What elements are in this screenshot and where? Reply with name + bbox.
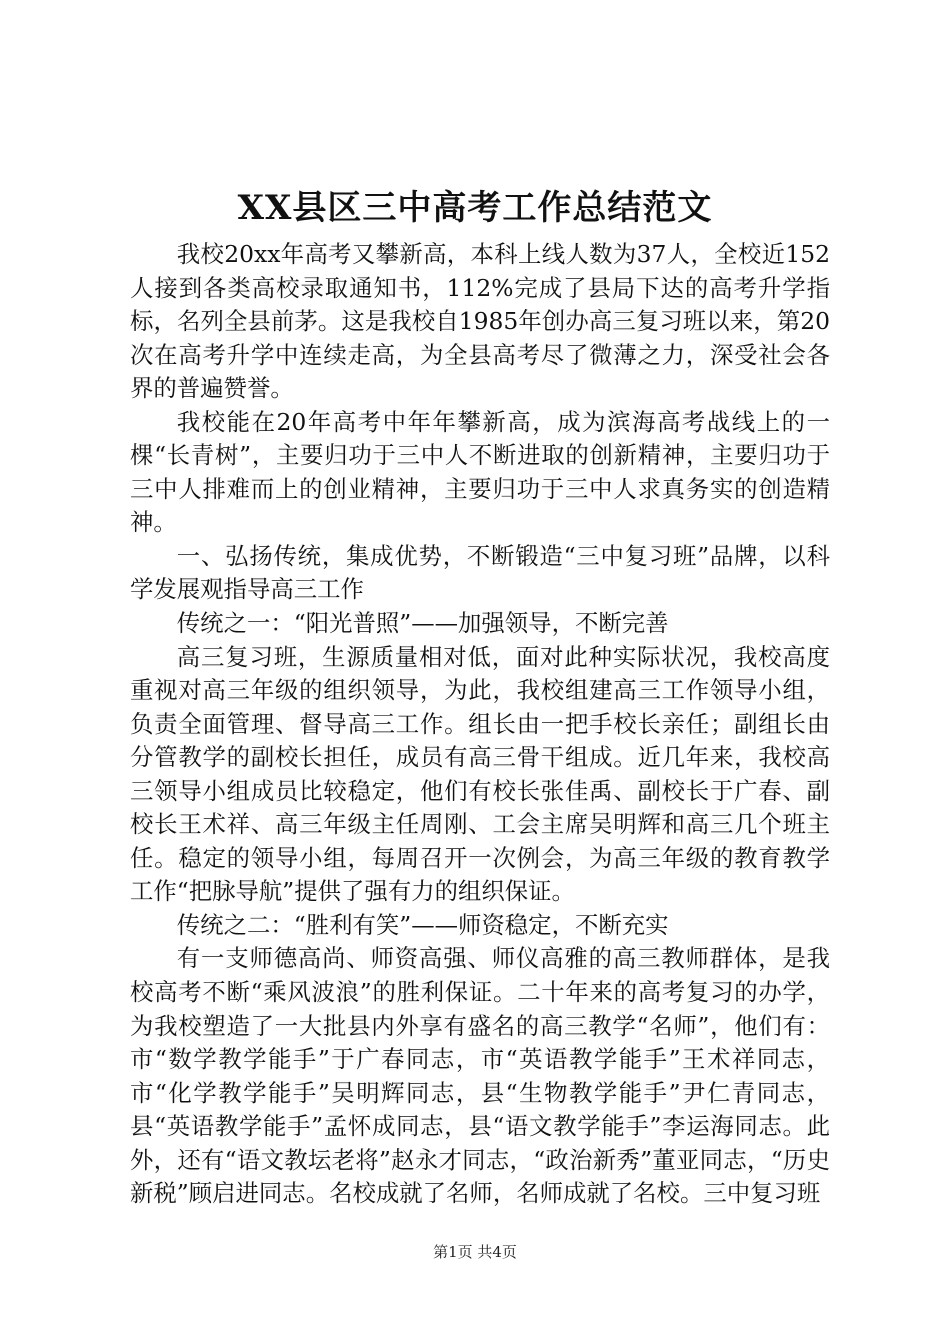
paragraph: 我校能在20年高考中年年攀新高，成为滨海高考战线上的一棵“长青树”，主要归功于三中人不断进取的创新精神，主要归功于三中人排难而上的创业精神，主要归功于三中人求真务实的创造精神。: [130, 407, 830, 537]
paragraph: 我校20xx年高考又攀新高，本科上线人数为37人，全校近152人接到各类高校录取通知书，112%完成了县局下达的高考升学指标，名列全县前茅。这是我校自1985年创办高三复习班以来，第20次在高考升学中连续走高，为全县高考尽了微薄之力，深受社会各界的普遍赞誉。: [130, 240, 830, 403]
page-number-footer: 第1页 共4页: [433, 1243, 517, 1261]
subsection-heading: 传统之二：“胜利有笑”——师资稳定，不断充实: [176, 910, 669, 939]
document-title: XX县区三中高考工作总结范文: [237, 188, 713, 228]
section-heading: 一、弘扬传统，集成优势，不断锻造“三中复习班”品牌，以科学发展观指导高三工作: [130, 541, 830, 604]
paragraph: 高三复习班，生源质量相对低，面对此种实际状况，我校高度重视对高三年级的组织领导，为此，我校组建高三工作领导小组，负责全面管理、督导高三工作。组长由一把手校长亲任；副组长由分管教学的副校长担任，成员有高三骨干组成。近几年来，我校高三领导小组成员比较稳定，他们有校长张佳禹、副校长于广春、副校长王术祥、高三年级主任周刚、工会主席吴明辉和高三几个班主任。稳定的领导小组，每周召开一次例会，为高三年级的教育教学工作“把脉导航”提供了强有力的组织保证。: [130, 642, 830, 906]
paragraph: 有一支师德高尚、师资高强、师仪高雅的高三教师群体，是我校高考不断“乘风波浪”的胜利保证。二十年来的高考复习的办学，为我校塑造了一大批县内外享有盛名的高三教学“名师”，他们有：市“数学教学能手”于广春同志，市“英语教学能手”王术祥同志，市“化学教学能手”吴明辉同志，县“生物教学能手”尹仁青同志，县“英语教学能手”孟怀成同志，县“语文教学能手”李运海同志。此外，还有“语文教坛老将”赵永才同志，“政治新秀”董亚同志，“历史新税”顾启进同志。名校成就了名师，名师成就了名校。三中复习班: [130, 944, 830, 1208]
document-body: [130, 238, 830, 1211]
subsection-heading: 传统之一：“阳光普照”——加强领导，不断完善: [176, 609, 669, 638]
